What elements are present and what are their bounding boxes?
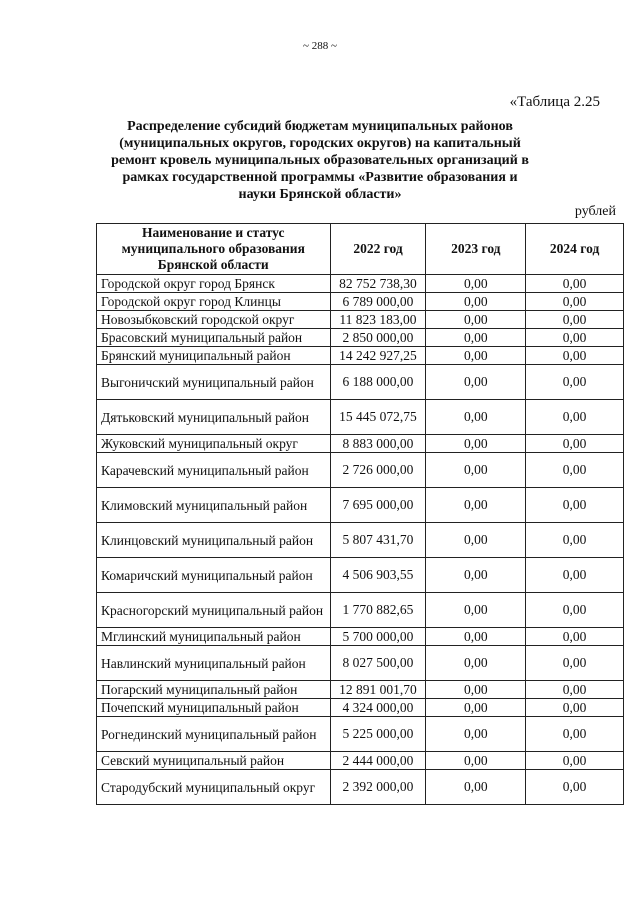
cell-2022: 2 850 000,00	[330, 329, 426, 347]
cell-2024: 0,00	[526, 453, 624, 488]
cell-name: Навлинский муниципальный район	[97, 646, 331, 681]
table-row	[97, 365, 624, 400]
cell-2022: 4 506 903,55	[330, 558, 426, 593]
cell-2022: 6 188 000,00	[330, 365, 426, 400]
cell-2024: 0,00	[526, 752, 624, 770]
cell-2023: 0,00	[426, 453, 526, 488]
cell-2023: 0,00	[426, 699, 526, 717]
cell-2024: 0,00	[526, 770, 624, 805]
cell-2023: 0,00	[426, 293, 526, 311]
cell-2024: 0,00	[526, 275, 624, 293]
cell-name: Городской округ город Брянск	[97, 275, 331, 293]
table-row	[97, 347, 624, 365]
cell-name: Погарский муниципальный район	[97, 681, 331, 699]
table-row	[97, 523, 624, 558]
cell-2024: 0,00	[526, 329, 624, 347]
cell-2022: 14 242 927,25	[330, 347, 426, 365]
cell-2022: 2 726 000,00	[330, 453, 426, 488]
table-row	[97, 770, 624, 805]
table-row	[97, 488, 624, 523]
cell-name: Клинцовский муниципальный район	[97, 523, 331, 558]
cell-2024: 0,00	[526, 628, 624, 646]
cell-name: Мглинский муниципальный район	[97, 628, 331, 646]
cell-2024: 0,00	[526, 293, 624, 311]
cell-2023: 0,00	[426, 523, 526, 558]
cell-2022: 7 695 000,00	[330, 488, 426, 523]
header-2023: 2023 год	[426, 224, 526, 275]
cell-2024: 0,00	[526, 646, 624, 681]
cell-name: Выгоничский муниципальный район	[97, 365, 331, 400]
table-row	[97, 593, 624, 628]
cell-name: Брянский муниципальный район	[97, 347, 331, 365]
cell-2023: 0,00	[426, 628, 526, 646]
cell-2023: 0,00	[426, 435, 526, 453]
cell-2022: 12 891 001,70	[330, 681, 426, 699]
table-title: Распределение субсидий бюджетам муниципальных районов (муниципальных округов, городских округов) на капитальный ремонт кровель муниципальных образовательных организаций в рамках государственной программы «Развитие образования и науки Брянской области»	[111, 119, 529, 202]
cell-name: Городской округ город Клинцы	[97, 293, 331, 311]
cell-name: Жуковский муниципальный округ	[97, 435, 331, 453]
cell-2024: 0,00	[526, 593, 624, 628]
cell-2022: 5 807 431,70	[330, 523, 426, 558]
table-row	[97, 293, 624, 311]
cell-2022: 82 752 738,30	[330, 275, 426, 293]
cell-2024: 0,00	[526, 717, 624, 752]
table-row	[97, 329, 624, 347]
cell-2024: 0,00	[526, 488, 624, 523]
table-row	[97, 752, 624, 770]
cell-2023: 0,00	[426, 311, 526, 329]
cell-name: Красногорский муниципальный район	[97, 593, 331, 628]
table-row	[97, 453, 624, 488]
cell-2023: 0,00	[426, 717, 526, 752]
cell-name: Новозыбковский городской округ	[97, 311, 331, 329]
table-row	[97, 699, 624, 717]
cell-2023: 0,00	[426, 275, 526, 293]
table-row	[97, 275, 624, 293]
table-row	[97, 400, 624, 435]
cell-2024: 0,00	[526, 365, 624, 400]
cell-2022: 5 225 000,00	[330, 717, 426, 752]
cell-name: Дятьковский муниципальный район	[97, 400, 331, 435]
table-body	[97, 275, 624, 805]
table-reference: «Таблица 2.25	[509, 94, 600, 110]
cell-name: Карачевский муниципальный район	[97, 453, 331, 488]
table-header-row	[97, 224, 624, 275]
table-row	[97, 646, 624, 681]
cell-2024: 0,00	[526, 523, 624, 558]
cell-2023: 0,00	[426, 558, 526, 593]
cell-2024: 0,00	[526, 558, 624, 593]
cell-2024: 0,00	[526, 400, 624, 435]
subsidy-table	[96, 223, 624, 805]
cell-2023: 0,00	[426, 400, 526, 435]
cell-name: Комаричский муниципальный район	[97, 558, 331, 593]
table-row	[97, 311, 624, 329]
header-2022: 2022 год	[330, 224, 426, 275]
page-number: ~ 288 ~	[303, 40, 337, 52]
table-row	[97, 717, 624, 752]
header-2024: 2024 год	[526, 224, 624, 275]
cell-2023: 0,00	[426, 365, 526, 400]
cell-2024: 0,00	[526, 435, 624, 453]
cell-2023: 0,00	[426, 681, 526, 699]
cell-2022: 8 027 500,00	[330, 646, 426, 681]
cell-2022: 5 700 000,00	[330, 628, 426, 646]
cell-2022: 4 324 000,00	[330, 699, 426, 717]
cell-name: Брасовский муниципальный район	[97, 329, 331, 347]
cell-2023: 0,00	[426, 488, 526, 523]
table-row	[97, 558, 624, 593]
cell-name: Севский муниципальный район	[97, 752, 331, 770]
cell-2022: 1 770 882,65	[330, 593, 426, 628]
cell-2023: 0,00	[426, 752, 526, 770]
cell-2022: 11 823 183,00	[330, 311, 426, 329]
cell-2024: 0,00	[526, 311, 624, 329]
cell-name: Стародубский муниципальный округ	[97, 770, 331, 805]
header-name: Наименование и статус муниципального образования Брянской области	[97, 224, 331, 275]
cell-name: Почепский муниципальный район	[97, 699, 331, 717]
cell-2024: 0,00	[526, 699, 624, 717]
cell-2022: 2 392 000,00	[330, 770, 426, 805]
cell-2023: 0,00	[426, 329, 526, 347]
cell-name: Климовский муниципальный район	[97, 488, 331, 523]
units-label: рублей	[574, 204, 616, 219]
table-row	[97, 435, 624, 453]
cell-2022: 8 883 000,00	[330, 435, 426, 453]
cell-2023: 0,00	[426, 770, 526, 805]
cell-2024: 0,00	[526, 347, 624, 365]
cell-2022: 2 444 000,00	[330, 752, 426, 770]
cell-2023: 0,00	[426, 646, 526, 681]
cell-2022: 15 445 072,75	[330, 400, 426, 435]
cell-name: Рогнединский муниципальный район	[97, 717, 331, 752]
cell-2022: 6 789 000,00	[330, 293, 426, 311]
table-row	[97, 681, 624, 699]
cell-2024: 0,00	[526, 681, 624, 699]
cell-2023: 0,00	[426, 347, 526, 365]
cell-2023: 0,00	[426, 593, 526, 628]
table-row	[97, 628, 624, 646]
